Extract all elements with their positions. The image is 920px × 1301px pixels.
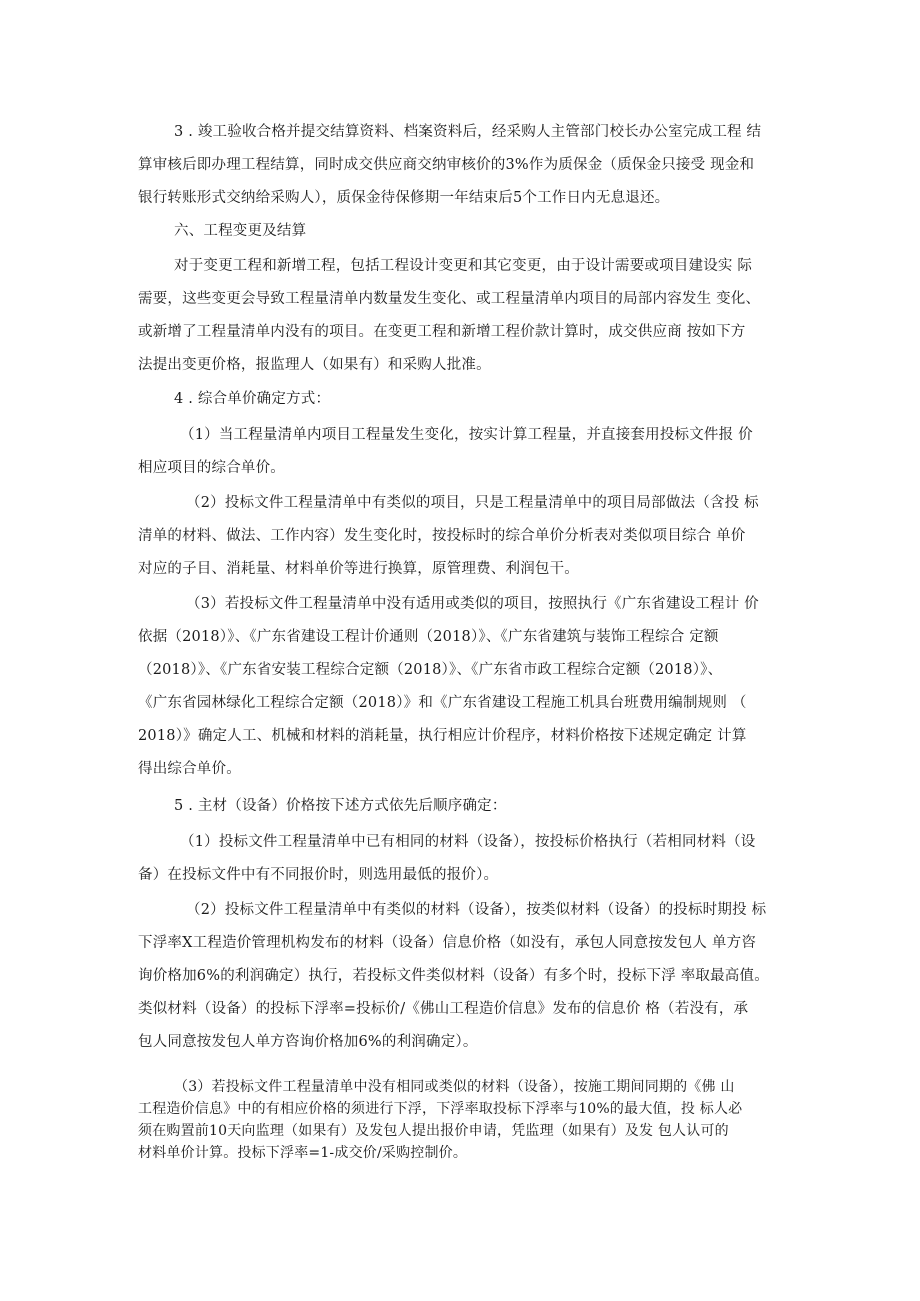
text-line: 得出综合单价。 (138, 761, 241, 777)
subheading-main-material (138, 790, 788, 823)
text-line: （2018）》、《广东省安装工程综合定额（2018）》、《广东省市政工程综合定额（2018）》、 (138, 662, 723, 678)
text-line: （1）投标文件工程量清单中已有相同的材料（设备），按投标价格执行（若相同材料（设 (180, 834, 756, 850)
text-line: 需要，这些变更会导致工程量清单内数量发生变化、或工程量清单内项目的局部内容发生 变化、 (138, 291, 761, 307)
heading-text: 5 . 主材（设备）价格按下述方式依先后顺序确定： (174, 798, 507, 814)
text-line: （3）若投标文件工程量清单中没有相同或类似的材料（设备），按施工期间同期的《佛 山 (174, 1079, 735, 1095)
paragraph-5-3 (138, 1076, 788, 1164)
text-line: 银行转账形式交纳给采购人），质保金待保修期一年结束后5个工作日内无息退还。 (138, 190, 670, 206)
text-line: 2018）》确定人工、机械和材料的消耗量，执行相应计价程序，材料价格按下述规定确定 计算 (138, 728, 747, 744)
text-line: 备）在投标文件中有不同报价时，则选用最低的报价）。 (138, 867, 499, 883)
text-line: 下浮率X工程造价管理机构发布的材料（设备）信息价格（如没有，承包人同意按发包人 单方咨 (138, 935, 757, 951)
paragraph-4-3 (138, 588, 788, 786)
paragraph-change-intro (138, 250, 788, 382)
text-line: 类似材料（设备）的投标下浮率=投标价/《佛山工程造价信息》发布的信息价 格（若没有，承 (138, 1001, 749, 1017)
paragraph-5-1 (138, 826, 788, 892)
text-line: 算审核后即办理工程结算，同时成交供应商交纳审核价的3%作为质保金（质保金只接受 现金和 (138, 157, 755, 173)
text-line: 依据（2018）》、《广东省建设工程计价通则（2018）》、《广东省建筑与装饰工程综合 定额 (138, 629, 719, 645)
text-line: 须在购置前10天向监理（如果有）及发包人提出报价申请，凭监理（如果有）及发 包人认可的 (138, 1123, 729, 1139)
text-line: （2）投标文件工程量清单中有类似的材料（设备），按类似材料（设备）的投标时期投 标 (186, 902, 767, 918)
heading-text: 六、工程变更及结算 (174, 223, 307, 239)
text-line: 法提出变更价格，报监理人（如果有）和采购人批准。 (138, 357, 491, 373)
paragraph-5-2 (138, 894, 788, 1059)
text-line: （3）若投标文件工程量清单中没有适用或类似的项目，按照执行《广东省建设工程计 价 (186, 596, 759, 612)
paragraph-4-1 (138, 419, 788, 485)
text-line: （2）投标文件工程量清单中有类似的项目，只是工程量清单中的项目局部做法（含投 标 (186, 495, 759, 511)
heading-text: 4 . 综合单价确定方式： (174, 391, 331, 407)
text-line: 清单的材料、做法、工作内容）发生变化时，按投标时的综合单价分析表对类似项目综合 单价 (138, 528, 746, 544)
text-line: 包人同意按发包人单方咨询价格加6%的利润确定）。 (138, 1034, 478, 1050)
text-line: 3 . 竣工验收合格并提交结算资料、档案资料后，经采购人主管部门校长办公室完成工程 结 (174, 124, 762, 140)
text-line: 《广东省园林绿化工程综合定额（2018）》和《广东省建设工程施工机具台班费用编制规则 （ (138, 695, 747, 711)
text-line: 材料单价计算。投标下浮率=1-成交价/采购控制价。 (138, 1145, 468, 1161)
text-line: 对应的子目、消耗量、材料单价等进行换算，原管理费、利润包干。 (138, 561, 579, 577)
text-line: 对于变更工程和新增工程，包括工程设计变更和其它变更，由于设计需要或项目建设实 际 (174, 258, 753, 274)
text-line: 相应项目的综合单价。 (138, 460, 285, 476)
paragraph-4-2 (138, 487, 788, 586)
paragraph-settlement (138, 116, 788, 215)
subheading-unit-price (138, 383, 788, 416)
section-heading-change (138, 215, 788, 248)
text-line: 或新增了工程量清单内没有的项目。在变更工程和新增工程价款计算时，成交供应商 按如下方 (138, 324, 746, 340)
text-line: （1）当工程量清单内项目工程量发生变化，按实计算工程量，并直接套用投标文件报 价 (180, 427, 753, 443)
text-line: 工程造价信息》中的有相应价格的须进行下浮，下浮率取投标下浮率与10%的最大值，投 标人必 (138, 1101, 743, 1117)
text-line: 询价格加6%的利润确定）执行，若投标文件类似材料（设备）有多个时，投标下浮 率取最高值。 (138, 968, 769, 984)
